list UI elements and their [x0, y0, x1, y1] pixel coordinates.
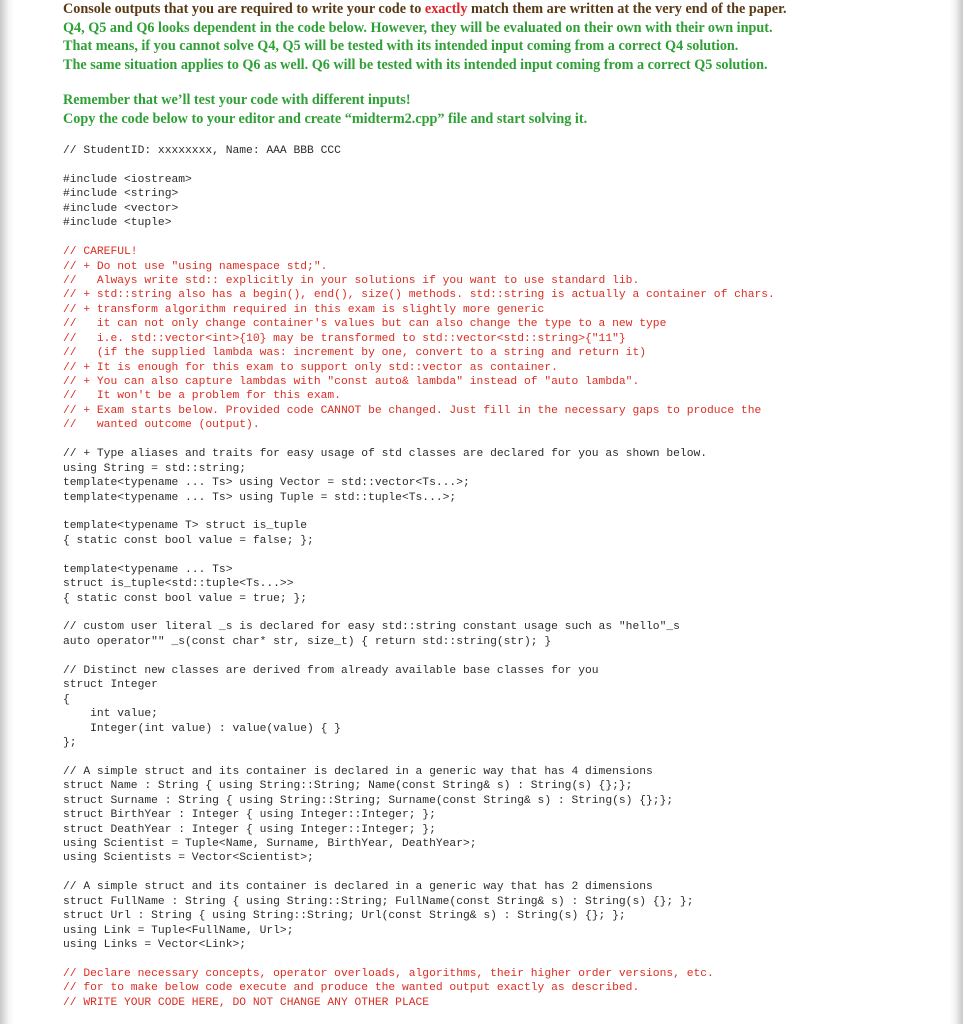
code-listing	[63, 144, 775, 1010]
code-line: struct Url : String { using String::String; Url(const String& s) : String(s) {}; };	[63, 910, 626, 923]
instruction-line-4: The same situation applies to Q6 as well. Q6 will be tested with its intended input coming from a correct Q5 solution.	[63, 56, 768, 73]
code-line: // custom user literal _s is declared for easy std::string constant usage such as "hello"_s	[63, 621, 680, 634]
code-line: template<typename T> struct is_tuple	[63, 520, 308, 533]
code-comment-line: // + Do not use "using namespace std;".	[63, 260, 328, 273]
code-blank-line	[63, 649, 775, 663]
reminder-block	[63, 91, 945, 128]
code-line: #include <string>	[63, 188, 179, 201]
code-comment-line: // for to make below code execute and produce the wanted output exactly as described.	[63, 982, 640, 995]
code-line: struct is_tuple<std::tuple<Ts...>>	[63, 578, 294, 591]
code-line: // + Type aliases and traits for easy usage of std classes are declared for you as shown below.	[63, 448, 708, 461]
code-comment-line: // it can not only change container's values but can also change the type to a new type	[63, 318, 667, 331]
code-comment-line: // + It is enough for this exam to support only std::vector as container.	[63, 361, 558, 374]
page-edge-left	[0, 0, 14, 1024]
code-line: template<typename ... Ts>	[63, 563, 233, 576]
code-line: template<typename ... Ts> using Vector = std::vector<Ts...>;	[63, 477, 470, 490]
code-line: struct Name : String { using String::String; Name(const String& s) : String(s) {};};	[63, 780, 633, 793]
code-blank-line	[63, 505, 775, 519]
code-comment-line: // It won't be a problem for this exam.	[63, 390, 341, 403]
code-blank-line	[63, 606, 775, 620]
code-line: auto operator"" _s(const char* str, size_t) { return std::string(str); }	[63, 635, 552, 648]
code-line: struct FullName : String { using String::String; FullName(const String& s) : String(s) {}; };	[63, 895, 694, 908]
instructions-block	[63, 0, 945, 74]
code-line: using Scientist = Tuple<Name, Surname, BirthYear, DeathYear>;	[63, 838, 477, 850]
code-line: #include <tuple>	[63, 217, 172, 230]
code-line: struct BirthYear : Integer { using Integer::Integer; };	[63, 809, 436, 822]
code-comment-line: // i.e. std::vector<int>{10} may be transformed to std::vector<std::string>{"11"}	[63, 332, 626, 345]
code-line: using Links = Vector<Link>;	[63, 939, 247, 952]
reminder-line-2: Copy the code below to your editor and create “midterm2.cpp” file and start solving it.	[63, 110, 588, 127]
instruction-line-3: That means, if you cannot solve Q4, Q5 will be tested with its intended input coming from a correct Q4 solution.	[63, 38, 739, 54]
code-line: Integer(int value) : value(value) { }	[63, 722, 341, 735]
code-blank-line	[63, 866, 775, 880]
code-blank-line	[63, 158, 775, 172]
code-line: // A simple struct and its container is declared in a generic way that has 2 dimensions	[63, 881, 653, 894]
page-edge-right	[949, 0, 963, 1024]
code-comment-line: // WRITE YOUR CODE HERE, DO NOT CHANGE ANY OTHER PLACE	[63, 996, 430, 1009]
code-line: #include <vector>	[63, 202, 179, 215]
instruction-text: match them are written at the very end of the paper.	[467, 1, 787, 17]
instruction-line-1	[63, 0, 945, 19]
code-line: struct Integer	[63, 679, 158, 692]
code-comment-line: // wanted outcome (output).	[63, 419, 260, 432]
code-line: { static const bool value = true; };	[63, 592, 308, 605]
code-line: // Distinct new classes are derived from already available base classes for you	[63, 664, 599, 677]
code-line: int value;	[63, 708, 158, 721]
code-comment-line: // (if the supplied lambda was: increment by one, convert to a string and return it)	[63, 347, 647, 360]
document-page	[63, 0, 945, 1009]
code-line: // StudentID: xxxxxxxx, Name: AAA BBB CCC	[63, 145, 341, 157]
code-line: template<typename ... Ts> using Tuple = std::tuple<Ts...>;	[63, 491, 457, 504]
code-line: using String = std::string;	[63, 462, 247, 475]
code-blank-line	[63, 548, 775, 562]
code-line: using Scientists = Vector<Scientist>;	[63, 852, 314, 865]
instruction-text: Console outputs that you are required to write your code to	[63, 1, 425, 17]
instruction-line-2: Q4, Q5 and Q6 looks dependent in the code below. However, they will be evaluated on their own with their own input.	[63, 19, 773, 36]
code-blank-line	[63, 433, 775, 447]
code-line: struct DeathYear : Integer { using Integer::Integer; };	[63, 823, 436, 836]
code-blank-line	[63, 750, 775, 764]
code-line: struct Surname : String { using String::String; Surname(const String& s) : String(s) {};};	[63, 794, 674, 807]
code-comment-line: // Declare necessary concepts, operator overloads, algorithms, their higher order versions, etc.	[63, 967, 714, 980]
code-blank-line	[63, 953, 775, 967]
code-line: };	[63, 736, 77, 749]
code-line: {	[63, 693, 70, 706]
reminder-line-1: Remember that we’ll test your code with different inputs!	[63, 92, 411, 108]
code-line: #include <iostream>	[63, 173, 192, 186]
code-line: // A simple struct and its container is declared in a generic way that has 4 dimensions	[63, 765, 653, 778]
code-comment-line: // + transform algorithm required in this exam is slightly more generic	[63, 303, 545, 316]
code-comment-line: // + You can also capture lambdas with "const auto& lambda" instead of "auto lambda".	[63, 376, 640, 388]
code-comment-line: // Always write std:: explicitly in your solutions if you want to use standard lib.	[63, 274, 640, 287]
code-line: using Link = Tuple<FullName, Url>;	[63, 924, 294, 937]
emphasis-exactly: exactly	[424, 1, 468, 17]
code-comment-line: // + Exam starts below. Provided code CANNOT be changed. Just fill in the necessary gaps to produce the	[63, 404, 762, 417]
code-comment-line: // + std::string also has a begin(), end(), size() methods. std::string is actually a container of chars.	[63, 289, 775, 302]
code-blank-line	[63, 231, 775, 245]
code-comment-line: // CAREFUL!	[63, 246, 138, 259]
code-line: { static const bool value = false; };	[63, 534, 314, 547]
